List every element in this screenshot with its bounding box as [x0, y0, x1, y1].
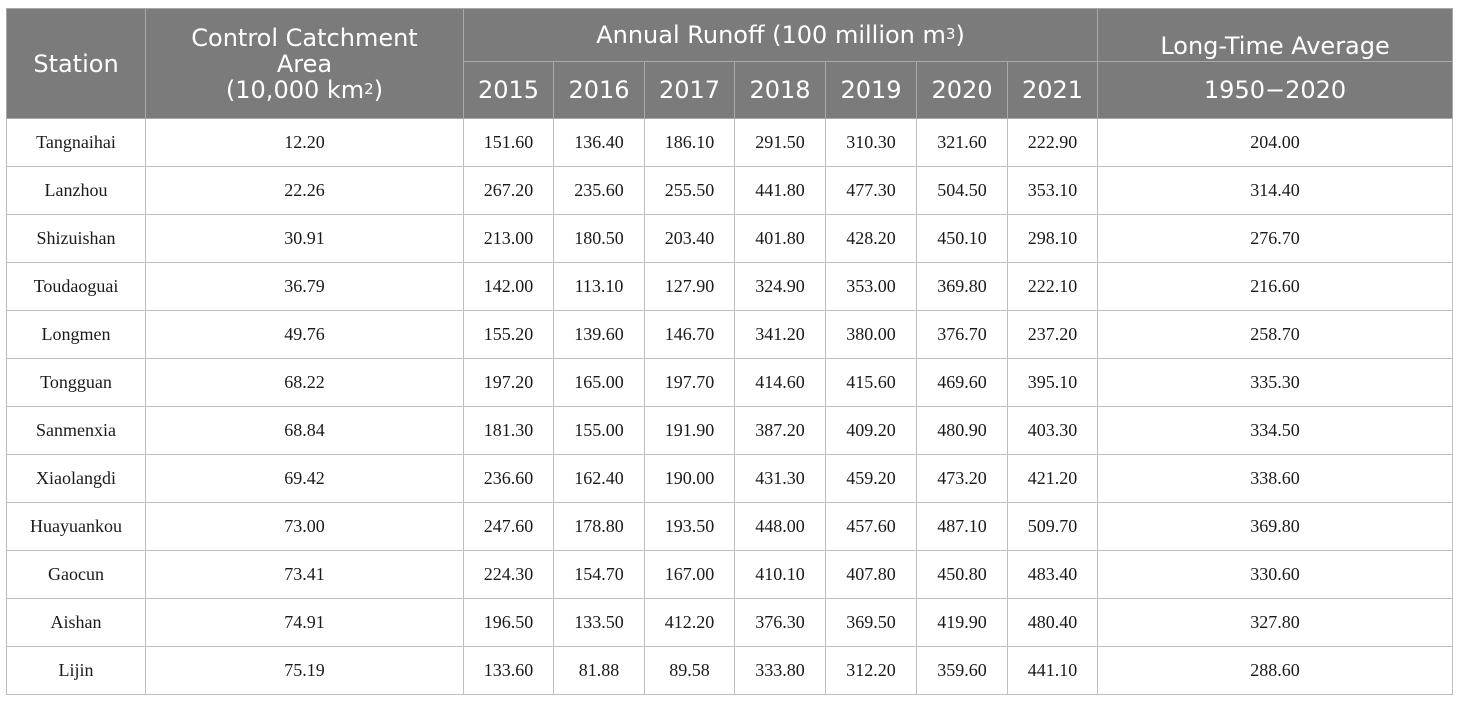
station-cell: Aishan — [7, 599, 146, 647]
header-runoff-sup: 3 — [945, 25, 956, 43]
header-runoff-label: Annual Runoff (100 million m — [596, 21, 946, 49]
station-cell: Gaocun — [7, 551, 146, 599]
runoff-cell-2019: 312.20 — [826, 647, 917, 695]
runoff-table — [6, 8, 1453, 695]
runoff-cell-2019: 409.20 — [826, 407, 917, 455]
station-cell: Tangnaihai — [7, 119, 146, 167]
header-station: Station — [7, 9, 146, 119]
runoff-cell-2019: 457.60 — [826, 503, 917, 551]
header-year-2017: 2017 — [645, 62, 735, 119]
runoff-cell-2020: 450.10 — [917, 215, 1008, 263]
average-cell: 369.80 — [1098, 503, 1453, 551]
runoff-cell-2021: 441.10 — [1008, 647, 1098, 695]
area-cell: 73.41 — [146, 551, 464, 599]
runoff-cell-2020: 487.10 — [917, 503, 1008, 551]
runoff-cell-2016: 136.40 — [554, 119, 645, 167]
runoff-cell-2018: 401.80 — [735, 215, 826, 263]
runoff-cell-2016: 139.60 — [554, 311, 645, 359]
runoff-cell-2020: 450.80 — [917, 551, 1008, 599]
runoff-cell-2019: 369.50 — [826, 599, 917, 647]
station-cell: Lanzhou — [7, 167, 146, 215]
runoff-cell-2019: 415.60 — [826, 359, 917, 407]
header-long-time-average: Long-Time Average — [1098, 9, 1453, 62]
runoff-cell-2018: 333.80 — [735, 647, 826, 695]
table-row — [7, 599, 1453, 647]
runoff-cell-2016: 113.10 — [554, 263, 645, 311]
runoff-table-container — [6, 8, 1452, 695]
area-cell: 69.42 — [146, 455, 464, 503]
header-year-2016: 2016 — [554, 62, 645, 119]
runoff-cell-2015: 151.60 — [464, 119, 554, 167]
average-cell: 338.60 — [1098, 455, 1453, 503]
area-cell: 36.79 — [146, 263, 464, 311]
runoff-cell-2021: 298.10 — [1008, 215, 1098, 263]
runoff-cell-2017: 255.50 — [645, 167, 735, 215]
runoff-cell-2020: 369.80 — [917, 263, 1008, 311]
runoff-cell-2015: 197.20 — [464, 359, 554, 407]
header-area-line1: Control Catchment — [191, 23, 418, 52]
runoff-cell-2020: 469.60 — [917, 359, 1008, 407]
runoff-cell-2018: 410.10 — [735, 551, 826, 599]
average-cell: 334.50 — [1098, 407, 1453, 455]
runoff-cell-2019: 380.00 — [826, 311, 917, 359]
header-year-2015: 2015 — [464, 62, 554, 119]
runoff-cell-2019: 477.30 — [826, 167, 917, 215]
runoff-cell-2021: 480.40 — [1008, 599, 1098, 647]
runoff-cell-2020: 359.60 — [917, 647, 1008, 695]
runoff-cell-2019: 428.20 — [826, 215, 917, 263]
average-cell: 216.60 — [1098, 263, 1453, 311]
area-cell: 22.26 — [146, 167, 464, 215]
table-row — [7, 455, 1453, 503]
runoff-cell-2021: 222.10 — [1008, 263, 1098, 311]
runoff-cell-2019: 310.30 — [826, 119, 917, 167]
runoff-cell-2019: 459.20 — [826, 455, 917, 503]
average-cell: 314.40 — [1098, 167, 1453, 215]
area-cell: 68.84 — [146, 407, 464, 455]
average-cell: 335.30 — [1098, 359, 1453, 407]
runoff-cell-2018: 291.50 — [735, 119, 826, 167]
header-annual-runoff — [464, 9, 1098, 62]
header-area-sup: 2 — [364, 79, 374, 98]
runoff-cell-2016: 180.50 — [554, 215, 645, 263]
runoff-cell-2020: 480.90 — [917, 407, 1008, 455]
runoff-cell-2020: 504.50 — [917, 167, 1008, 215]
runoff-cell-2015: 247.60 — [464, 503, 554, 551]
runoff-cell-2018: 414.60 — [735, 359, 826, 407]
table-row — [7, 311, 1453, 359]
runoff-cell-2015: 155.20 — [464, 311, 554, 359]
runoff-cell-2017: 191.90 — [645, 407, 735, 455]
runoff-cell-2020: 473.20 — [917, 455, 1008, 503]
header-year-2020: 2020 — [917, 62, 1008, 119]
table-row — [7, 407, 1453, 455]
runoff-cell-2018: 376.30 — [735, 599, 826, 647]
runoff-cell-2018: 431.30 — [735, 455, 826, 503]
runoff-cell-2018: 341.20 — [735, 311, 826, 359]
area-cell: 12.20 — [146, 119, 464, 167]
average-cell: 288.60 — [1098, 647, 1453, 695]
runoff-cell-2021: 509.70 — [1008, 503, 1098, 551]
header-year-2018: 2018 — [735, 62, 826, 119]
table-row — [7, 119, 1453, 167]
runoff-cell-2015: 196.50 — [464, 599, 554, 647]
station-cell: Sanmenxia — [7, 407, 146, 455]
header-average-period: 1950−2020 — [1098, 62, 1453, 119]
table-header — [7, 9, 1453, 119]
runoff-cell-2016: 178.80 — [554, 503, 645, 551]
table-row — [7, 647, 1453, 695]
runoff-cell-2020: 419.90 — [917, 599, 1008, 647]
average-cell: 327.80 — [1098, 599, 1453, 647]
average-cell: 330.60 — [1098, 551, 1453, 599]
runoff-cell-2016: 133.50 — [554, 599, 645, 647]
average-cell: 204.00 — [1098, 119, 1453, 167]
runoff-cell-2021: 403.30 — [1008, 407, 1098, 455]
area-cell: 49.76 — [146, 311, 464, 359]
table-row — [7, 215, 1453, 263]
runoff-cell-2016: 235.60 — [554, 167, 645, 215]
runoff-cell-2017: 127.90 — [645, 263, 735, 311]
table-row — [7, 551, 1453, 599]
runoff-cell-2015: 213.00 — [464, 215, 554, 263]
runoff-cell-2015: 224.30 — [464, 551, 554, 599]
runoff-cell-2017: 203.40 — [645, 215, 735, 263]
station-cell: Lijin — [7, 647, 146, 695]
runoff-cell-2021: 237.20 — [1008, 311, 1098, 359]
area-cell: 30.91 — [146, 215, 464, 263]
station-cell: Huayuankou — [7, 503, 146, 551]
runoff-cell-2021: 421.20 — [1008, 455, 1098, 503]
runoff-cell-2016: 162.40 — [554, 455, 645, 503]
area-cell: 68.22 — [146, 359, 464, 407]
table-row — [7, 263, 1453, 311]
runoff-cell-2016: 81.88 — [554, 647, 645, 695]
station-cell: Longmen — [7, 311, 146, 359]
runoff-cell-2017: 412.20 — [645, 599, 735, 647]
runoff-cell-2015: 267.20 — [464, 167, 554, 215]
runoff-cell-2017: 167.00 — [645, 551, 735, 599]
runoff-cell-2016: 154.70 — [554, 551, 645, 599]
station-cell: Xiaolangdi — [7, 455, 146, 503]
header-year-2021: 2021 — [1008, 62, 1098, 119]
runoff-cell-2021: 222.90 — [1008, 119, 1098, 167]
runoff-cell-2020: 321.60 — [917, 119, 1008, 167]
area-cell: 74.91 — [146, 599, 464, 647]
header-catchment-area — [146, 9, 464, 119]
runoff-cell-2015: 133.60 — [464, 647, 554, 695]
runoff-cell-2017: 89.58 — [645, 647, 735, 695]
runoff-cell-2021: 483.40 — [1008, 551, 1098, 599]
runoff-cell-2017: 186.10 — [645, 119, 735, 167]
station-cell: Toudaoguai — [7, 263, 146, 311]
runoff-cell-2016: 155.00 — [554, 407, 645, 455]
runoff-cell-2018: 441.80 — [735, 167, 826, 215]
header-area-line2: Area — [276, 49, 333, 78]
runoff-cell-2021: 353.10 — [1008, 167, 1098, 215]
header-area-close: ) — [373, 75, 384, 104]
runoff-cell-2018: 387.20 — [735, 407, 826, 455]
runoff-cell-2017: 193.50 — [645, 503, 735, 551]
runoff-cell-2019: 353.00 — [826, 263, 917, 311]
runoff-cell-2017: 190.00 — [645, 455, 735, 503]
average-cell: 258.70 — [1098, 311, 1453, 359]
runoff-cell-2019: 407.80 — [826, 551, 917, 599]
runoff-cell-2018: 448.00 — [735, 503, 826, 551]
station-cell: Tongguan — [7, 359, 146, 407]
station-cell: Shizuishan — [7, 215, 146, 263]
runoff-cell-2015: 236.60 — [464, 455, 554, 503]
runoff-cell-2018: 324.90 — [735, 263, 826, 311]
runoff-cell-2015: 142.00 — [464, 263, 554, 311]
header-runoff-close: ) — [955, 21, 965, 49]
runoff-cell-2015: 181.30 — [464, 407, 554, 455]
runoff-cell-2020: 376.70 — [917, 311, 1008, 359]
header-year-2019: 2019 — [826, 62, 917, 119]
average-cell: 276.70 — [1098, 215, 1453, 263]
runoff-cell-2017: 197.70 — [645, 359, 735, 407]
table-body — [7, 119, 1453, 695]
runoff-cell-2017: 146.70 — [645, 311, 735, 359]
header-area-line3: (10,000 km — [225, 75, 365, 104]
area-cell: 75.19 — [146, 647, 464, 695]
area-cell: 73.00 — [146, 503, 464, 551]
table-row — [7, 167, 1453, 215]
runoff-cell-2021: 395.10 — [1008, 359, 1098, 407]
table-row — [7, 359, 1453, 407]
runoff-cell-2016: 165.00 — [554, 359, 645, 407]
table-row — [7, 503, 1453, 551]
